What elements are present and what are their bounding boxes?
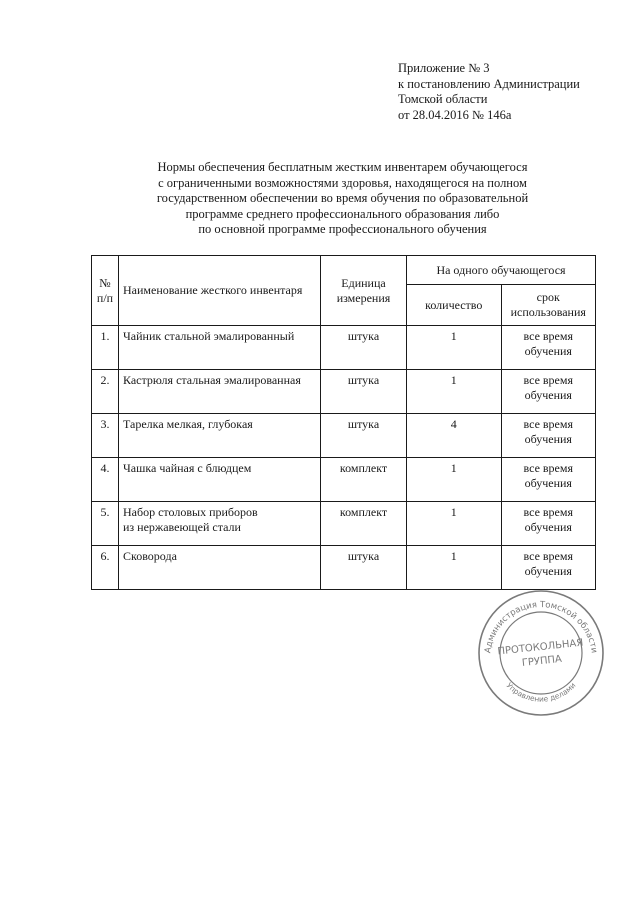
table-row bbox=[92, 458, 596, 502]
row-term-line-2: обучения bbox=[524, 564, 572, 578]
row-usage-term bbox=[501, 546, 596, 590]
row-term-line-1: все время bbox=[523, 461, 573, 475]
row-quantity: 1 bbox=[407, 326, 502, 370]
row-usage-term bbox=[501, 414, 596, 458]
table-row bbox=[92, 326, 596, 370]
header-unit-line-2: измерения bbox=[336, 290, 391, 305]
document-title bbox=[90, 160, 595, 238]
row-quantity: 1 bbox=[407, 370, 502, 414]
row-item-name-line-1: Чайник стальной эмалированный bbox=[123, 329, 295, 343]
title-line-1: Нормы обеспечения бесплатным жестким инвентарем обучающегося bbox=[157, 160, 528, 174]
header-unit-line-1: Единица bbox=[341, 275, 386, 290]
row-unit: штука bbox=[321, 326, 407, 370]
row-item-name bbox=[119, 326, 321, 370]
row-quantity: 1 bbox=[407, 458, 502, 502]
stamp-outer-text: Администрация Томской области bbox=[483, 599, 599, 654]
header-per-student: На одного обучающегося bbox=[407, 256, 596, 285]
row-term-line-2: обучения bbox=[524, 344, 572, 358]
row-item-name-line-1: Тарелка мелкая, глубокая bbox=[123, 417, 253, 431]
header-usage-term bbox=[501, 285, 596, 326]
appendix-number: Приложение № 3 bbox=[398, 61, 490, 75]
row-item-name bbox=[119, 546, 321, 590]
row-term-line-2: обучения bbox=[524, 388, 572, 402]
stamp-center-line-1: ПРОТОКОЛЬНАЯ bbox=[497, 637, 584, 658]
table-row bbox=[92, 414, 596, 458]
header-quantity: количество bbox=[407, 285, 502, 326]
table-row bbox=[92, 370, 596, 414]
row-term-line-2: обучения bbox=[524, 476, 572, 490]
row-item-name-line-1: Набор столовых приборов bbox=[123, 505, 258, 519]
row-number: 6. bbox=[92, 546, 119, 590]
row-item-name-line-1: Чашка чайная с блюдцем bbox=[123, 461, 252, 475]
header-term-line-1: срок bbox=[536, 290, 560, 304]
row-usage-term bbox=[501, 502, 596, 546]
row-item-name bbox=[119, 370, 321, 414]
row-number: 3. bbox=[92, 414, 119, 458]
appendix-date: от 28.04.2016 № 146а bbox=[398, 107, 512, 122]
norms-table bbox=[91, 255, 596, 590]
row-unit: штука bbox=[321, 546, 407, 590]
row-item-name-line-1: Сковорода bbox=[123, 549, 177, 563]
row-term-line-2: обучения bbox=[524, 520, 572, 534]
row-unit: штука bbox=[321, 370, 407, 414]
row-term-line-2: обучения bbox=[524, 432, 572, 446]
stamp-center-line-2: ГРУППА bbox=[521, 653, 563, 670]
row-unit: штука bbox=[321, 414, 407, 458]
row-usage-term bbox=[501, 370, 596, 414]
row-quantity: 4 bbox=[407, 414, 502, 458]
row-term-line-1: все время bbox=[523, 329, 573, 343]
row-usage-term bbox=[501, 458, 596, 502]
row-quantity: 1 bbox=[407, 546, 502, 590]
title-line-4: программе среднего профессионального образования либо bbox=[185, 206, 500, 221]
row-term-line-1: все время bbox=[523, 373, 573, 387]
row-term-line-1: все время bbox=[523, 417, 573, 431]
row-item-name bbox=[119, 414, 321, 458]
row-term-line-1: все время bbox=[523, 505, 573, 519]
row-number: 1. bbox=[92, 326, 119, 370]
header-number-sign: № bbox=[99, 275, 111, 290]
header-number bbox=[92, 256, 119, 326]
appendix-reference: к постановлению Администрации bbox=[398, 76, 580, 91]
row-quantity: 1 bbox=[407, 502, 502, 546]
header-unit bbox=[321, 256, 407, 326]
title-line-2: с ограниченными возможностями здоровья, находящегося на полном bbox=[158, 175, 527, 190]
row-unit: комплект bbox=[321, 458, 407, 502]
row-item-name bbox=[119, 502, 321, 546]
row-number: 5. bbox=[92, 502, 119, 546]
row-usage-term bbox=[501, 326, 596, 370]
row-term-line-1: все время bbox=[523, 549, 573, 563]
header-term-line-2: использования bbox=[510, 305, 586, 319]
row-item-name bbox=[119, 458, 321, 502]
header-number-pp: п/п bbox=[96, 290, 114, 305]
row-item-name-line-1: Кастрюля стальная эмалированная bbox=[123, 373, 301, 387]
header-item-name: Наименование жесткого инвентаря bbox=[119, 256, 321, 326]
row-unit: комплект bbox=[321, 502, 407, 546]
appendix-header bbox=[398, 61, 580, 123]
stamp-bottom-text: Управление делами bbox=[504, 680, 578, 704]
official-stamp bbox=[476, 588, 606, 718]
title-line-5: по основной программе профессионального обучения bbox=[198, 222, 487, 236]
appendix-region: Томской области bbox=[398, 92, 488, 106]
table-header-row bbox=[92, 256, 596, 285]
row-item-name-line-2: из нержавеющей стали bbox=[123, 520, 241, 534]
table-row bbox=[92, 546, 596, 590]
row-number: 4. bbox=[92, 458, 119, 502]
title-line-3: государственном обеспечении во время обучения по образовательной bbox=[156, 191, 529, 205]
table-row bbox=[92, 502, 596, 546]
row-number: 2. bbox=[92, 370, 119, 414]
